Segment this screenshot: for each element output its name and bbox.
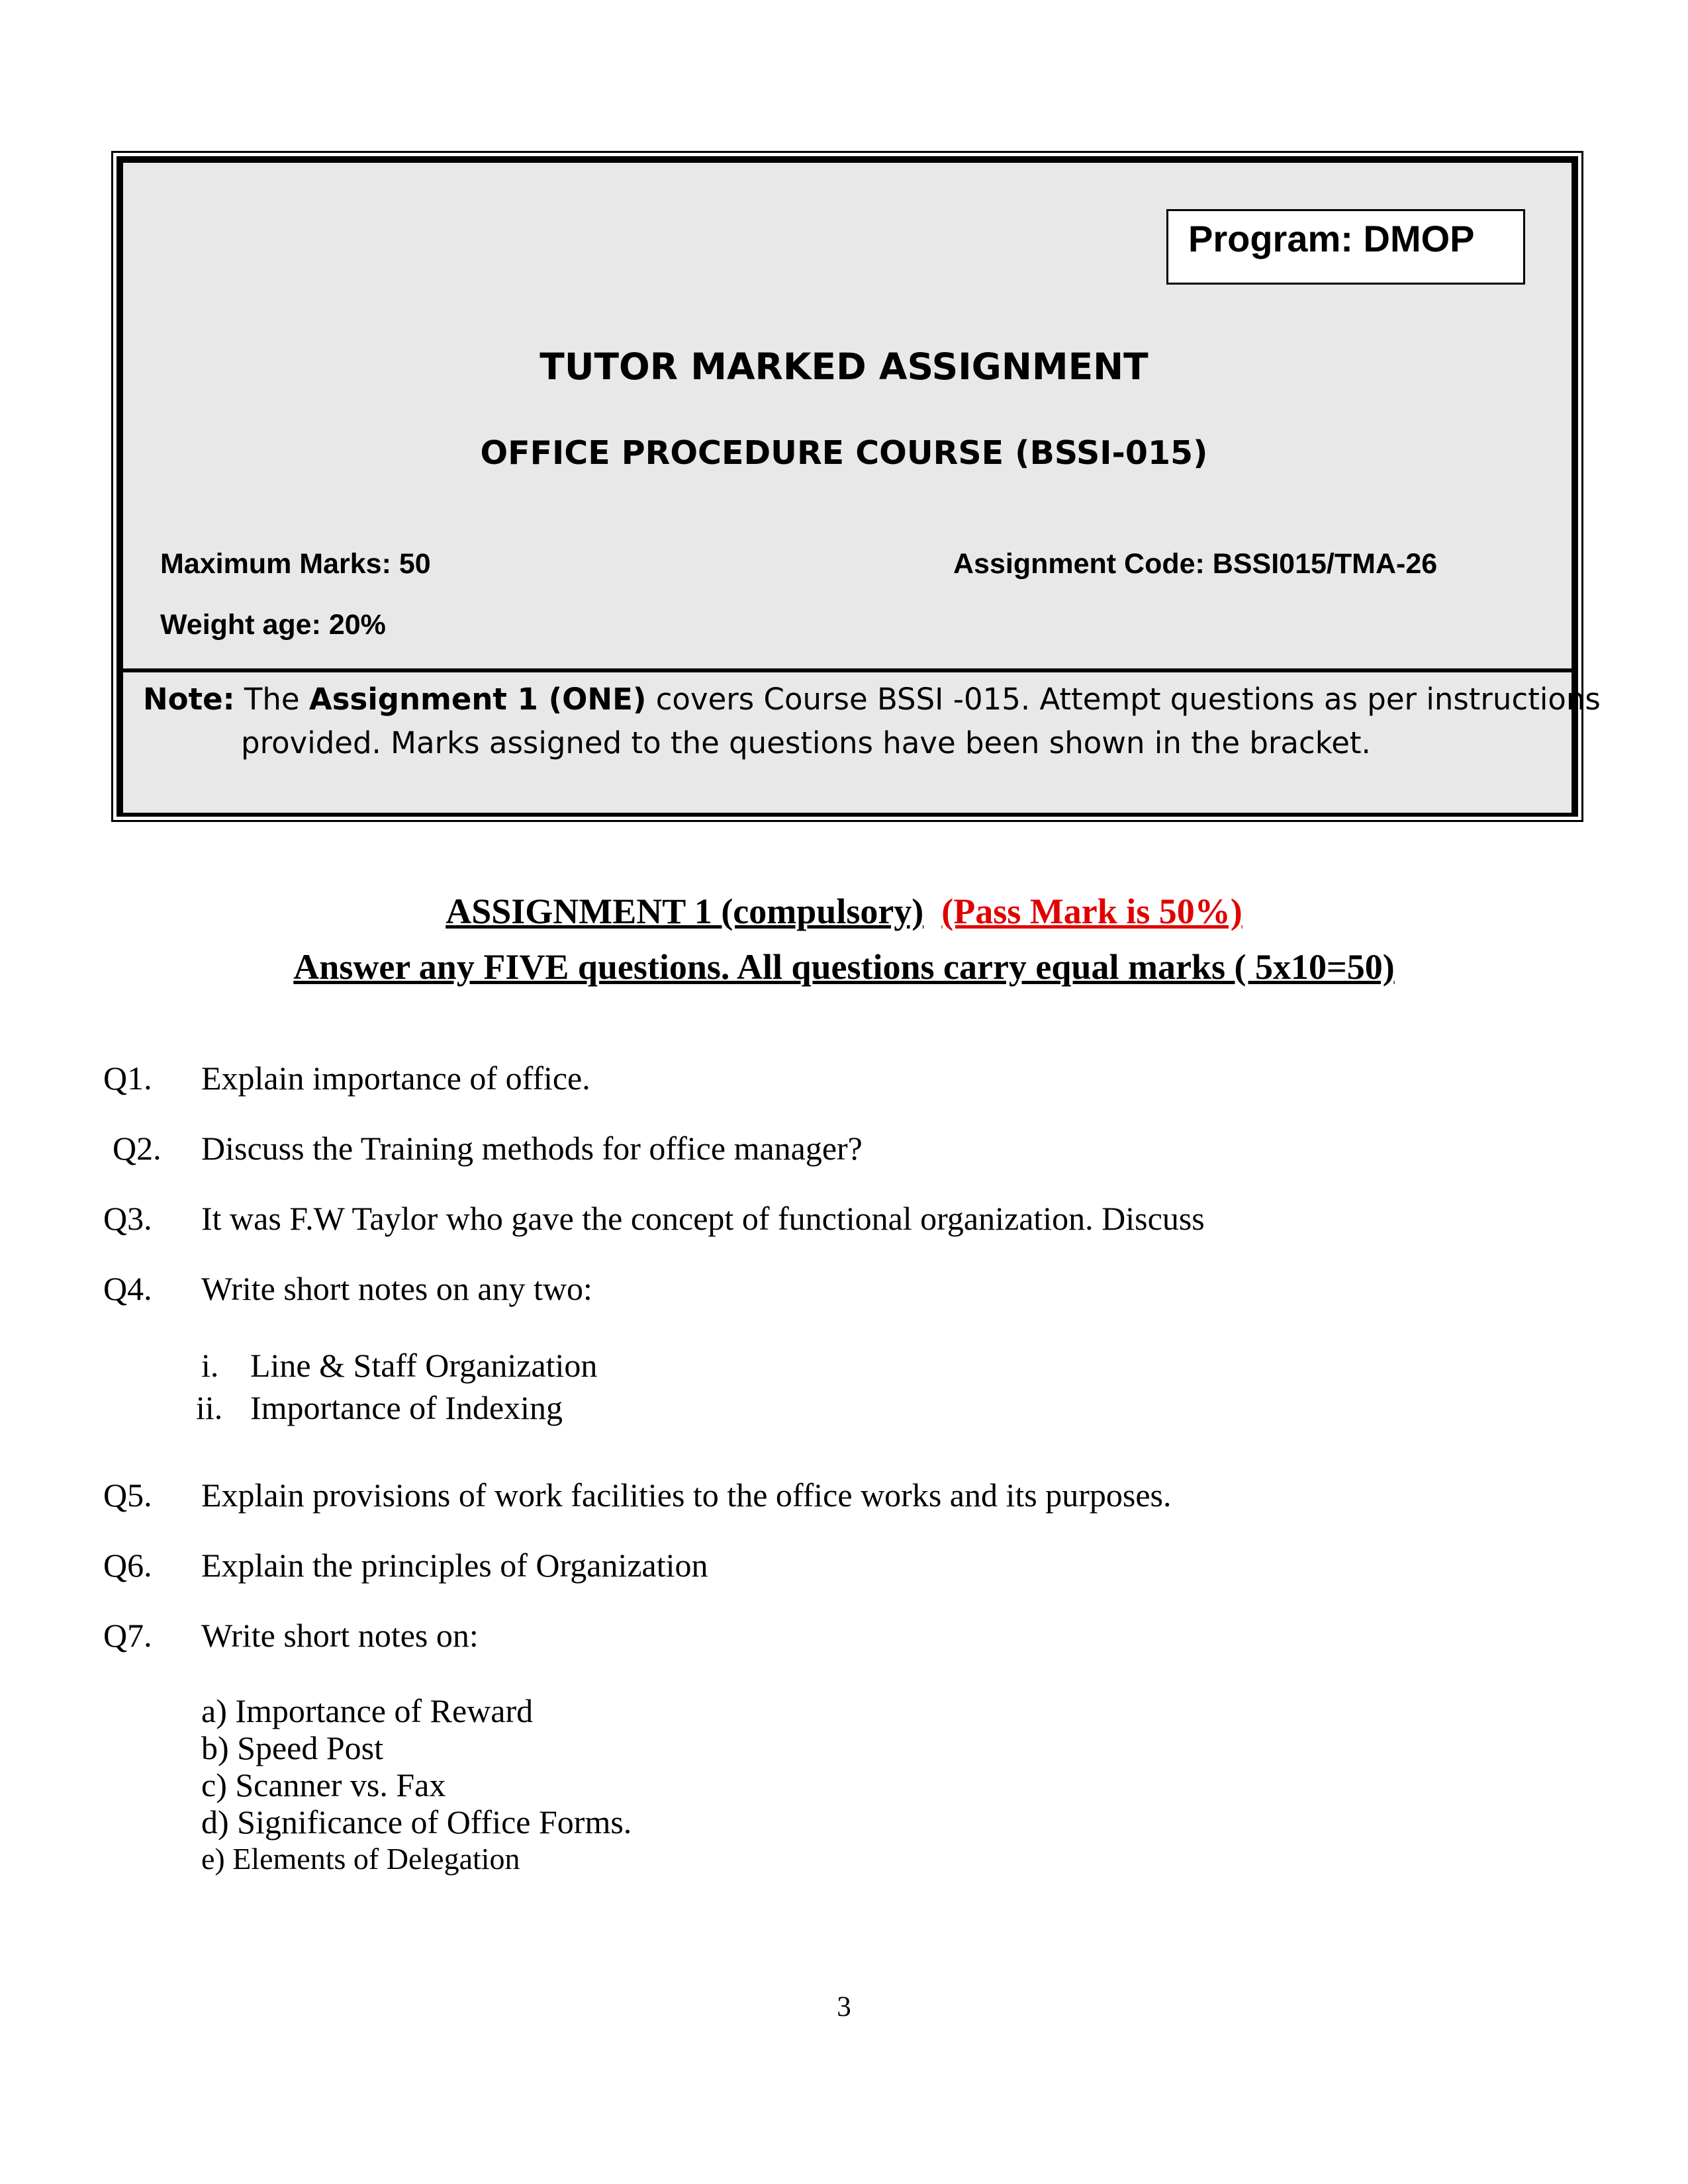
assignment-code: Assignment Code: BSSI015/TMA-26 xyxy=(953,548,1438,580)
sub-item-text: Importance of Indexing xyxy=(250,1389,563,1426)
note-text-1: The xyxy=(234,682,309,717)
question-text: Explain importance of office. xyxy=(201,1060,590,1097)
list-item: d) Significance of Office Forms. xyxy=(201,1803,632,1841)
question-number: Q5. xyxy=(103,1477,152,1514)
question-text: Discuss the Training methods for office manager? xyxy=(201,1130,863,1167)
assignment-heading-text: ASSIGNMENT 1 (compulsory) xyxy=(445,891,924,931)
question-number: Q3. xyxy=(103,1200,152,1237)
assignment-heading xyxy=(0,891,1688,932)
maximum-marks: Maximum Marks: 50 xyxy=(160,548,431,580)
sub-item-number: ii. xyxy=(196,1389,223,1426)
list-item: b) Speed Post xyxy=(201,1729,383,1766)
question-number: Q7. xyxy=(103,1617,152,1654)
document-title: TUTOR MARKED ASSIGNMENT xyxy=(539,345,1149,388)
question-text: Write short notes on any two: xyxy=(201,1270,592,1307)
program-label: Program: DMOP xyxy=(1188,218,1475,259)
note-divider xyxy=(123,668,1571,672)
question-text: It was F.W Taylor who gave the concept of functional organization. Discuss xyxy=(201,1200,1205,1237)
list-item: c) Scanner vs. Fax xyxy=(201,1766,446,1803)
assignment-instruction: Answer any FIVE questions. All questions carry equal marks ( 5x10=50) xyxy=(293,947,1395,987)
list-item: e) Elements of Delegation xyxy=(201,1842,520,1876)
pass-mark: (Pass Mark is 50%) xyxy=(941,891,1243,931)
question-number: Q2. xyxy=(113,1130,162,1167)
question-text: Explain the principles of Organization xyxy=(201,1547,708,1584)
page-number: 3 xyxy=(837,1991,851,2023)
question-number: Q1. xyxy=(103,1060,152,1097)
note-text-2: covers Course BSSI -015. Attempt questions as per instructions xyxy=(646,682,1601,717)
question-number: Q4. xyxy=(103,1270,152,1307)
weightage: Weight age: 20% xyxy=(160,609,386,641)
sub-item-text: Line & Staff Organization xyxy=(250,1347,598,1384)
sub-item-number: i. xyxy=(201,1347,219,1384)
note-line-1 xyxy=(143,682,1601,717)
note-label: Note: xyxy=(143,682,235,717)
question-text: Explain provisions of work facilities to the office works and its purposes. xyxy=(201,1477,1172,1514)
note-assignment-bold: Assignment 1 (ONE) xyxy=(308,682,647,717)
question-number: Q6. xyxy=(103,1547,152,1584)
course-title: OFFICE PROCEDURE COURSE (BSSI-015) xyxy=(480,434,1208,472)
question-text: Write short notes on: xyxy=(201,1617,479,1654)
note-line-2: provided. Marks assigned to the questions have been shown in the bracket. xyxy=(241,725,1371,760)
list-item: a) Importance of Reward xyxy=(201,1692,534,1729)
